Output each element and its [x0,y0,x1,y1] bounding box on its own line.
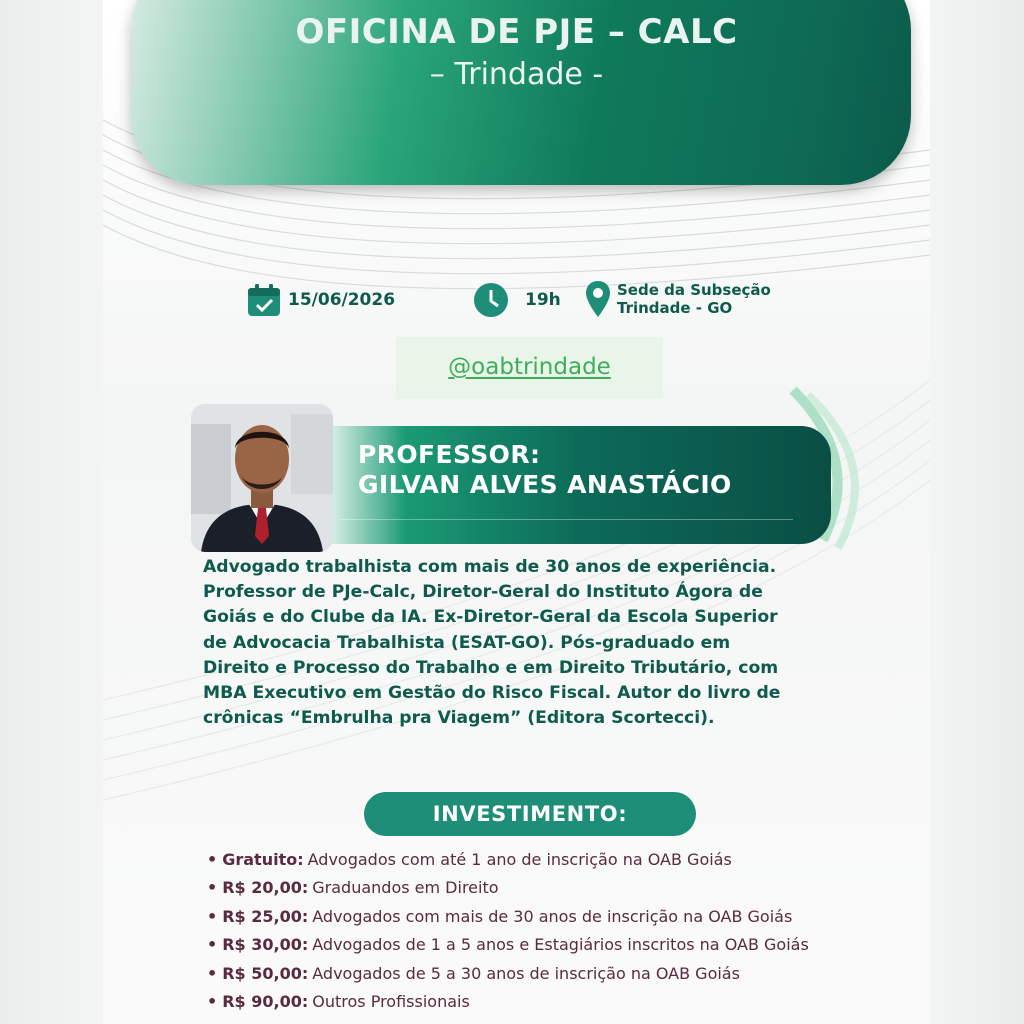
bio-line: de Advocacia Trabalhista (ESAT-GO). Pós-graduado em [203,632,731,653]
bio-line: Direito e Processo do Trabalho e em Direito Tributário, com [203,657,779,678]
calendar-check-icon [246,282,282,318]
event-place [585,280,771,318]
event-time [473,282,561,318]
professor-heading: PROFESSOR: [358,440,541,469]
event-date-text: 15/06/2026 [288,290,396,310]
price-desc: Advogados com mais de 30 anos de inscrição na OAB Goiás [312,906,793,926]
bio-line: Professor de PJe-Calc, Diretor-Geral do Instituto Ágora de [203,582,763,603]
event-info-row [103,280,930,320]
event-subtitle: – Trindade - [429,57,604,92]
price-item: • R$ 90,00: Outros Profissionais [207,992,470,1012]
price-item: • R$ 30,00: Advogados de 1 a 5 anos e Estagiários inscritos na OAB Goiás [207,935,809,955]
professor-name: GILVAN ALVES ANASTÁCIO [358,470,732,499]
social-handle[interactable]: @oabtrindade [448,354,611,380]
price-list [207,845,927,1016]
event-place-line2: Trindade - GO [617,299,733,317]
price-label: R$ 25,00: [222,906,309,926]
price-desc: Advogados de 1 a 5 anos e Estagiários inscritos na OAB Goiás [312,935,809,955]
background-left [0,0,103,1024]
professor-bio [203,555,823,731]
price-label: R$ 90,00: [222,992,309,1012]
price-label: Gratuito: [222,849,304,869]
price-label: R$ 50,00: [222,963,309,983]
professor-heading-block [358,440,732,500]
event-date [246,282,395,318]
price-desc: Graduandos em Direito [312,878,499,898]
event-place-text [617,281,771,317]
price-item: • R$ 20,00: Graduandos em Direito [207,878,499,898]
price-desc: Outros Profissionais [312,992,470,1012]
price-desc: Advogados de 5 a 30 anos de inscrição na OAB Goiás [312,963,740,983]
ribbon-divider [339,519,793,520]
bio-line: Advogado trabalhista com mais de 30 anos de experiência. [203,557,777,577]
investment-heading: INVESTIMENTO: [364,792,696,836]
background-right [930,0,1024,1024]
social-handle-box [396,337,663,399]
clock-icon [473,282,509,318]
professor-photo [191,404,333,552]
bio-line: crônicas “Embrulha pra Viagem” (Editora Scortecci). [203,708,715,729]
price-desc: Advogados com até 1 ano de inscrição na OAB Goiás [307,849,732,869]
price-item: • Gratuito: Advogados com até 1 ano de inscrição na OAB Goiás [207,849,732,869]
price-item: • R$ 25,00: Advogados com mais de 30 anos de inscrição na OAB Goiás [207,906,793,926]
price-item: • R$ 50,00: Advogados de 5 a 30 anos de inscrição na OAB Goiás [207,963,740,983]
bio-line: MBA Executivo em Gestão do Risco Fiscal. Autor do livro de [203,683,781,704]
map-pin-icon [585,280,611,318]
bio-line: Goiás e do Clube da IA. Ex-Diretor-Geral da Escola Superior [203,607,778,628]
event-place-line1: Sede da Subseção [617,281,771,299]
event-poster [103,0,930,1024]
price-label: R$ 30,00: [222,935,309,955]
event-title: OFICINA DE PJE – CALC [295,12,738,52]
event-time-text: 19h [525,290,561,310]
price-label: R$ 20,00: [222,878,309,898]
